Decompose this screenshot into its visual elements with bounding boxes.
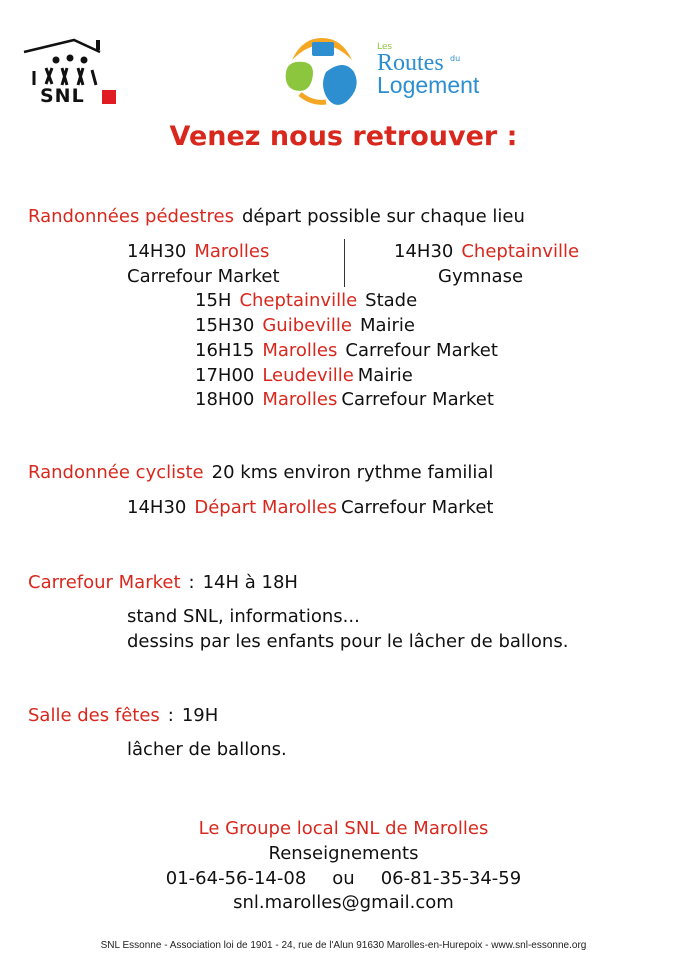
stop-place: Leudeville xyxy=(262,365,354,386)
carrefour-line2: dessins par les enfants pour le lâcher de ballons. xyxy=(127,631,569,652)
stop-place: Cheptainville xyxy=(239,290,358,311)
list-item xyxy=(195,340,498,362)
contact-email: snl.marolles@gmail.com xyxy=(233,892,454,913)
stop-place: Cheptainville xyxy=(461,241,580,262)
routes-logo-line1: Routes xyxy=(377,50,444,76)
stop-place: Marolles xyxy=(262,389,338,410)
carrefour-hours: 14H à 18H xyxy=(202,572,298,593)
carrefour-title: Carrefour Market xyxy=(28,572,181,593)
cycliste-start xyxy=(127,497,493,519)
routes-du-logement-logo xyxy=(282,32,502,112)
carrefour-heading xyxy=(28,572,298,594)
phone-2: 06-81-35-34-59 xyxy=(380,868,522,889)
stop-place: Marolles xyxy=(194,241,270,262)
pedestre-note: départ possible sur chaque lieu xyxy=(241,206,525,227)
headline: Venez nous retrouver : xyxy=(169,121,518,152)
cycliste-heading xyxy=(28,462,493,484)
pedestre-title: Randonnées pédestres xyxy=(28,206,234,227)
salle-line1: lâcher de ballons. xyxy=(127,739,287,760)
snl-logo-square xyxy=(102,90,116,104)
stop-time: 16H15 xyxy=(195,340,255,361)
phone-or: ou xyxy=(332,868,355,889)
carrefour-separator: : xyxy=(188,572,195,593)
list-item xyxy=(195,315,415,337)
contact-group: Le Groupe local SNL de Marolles xyxy=(198,818,489,839)
stop-place: Guibeville xyxy=(262,315,352,336)
list-item xyxy=(195,389,494,411)
snl-logo-text: SNL xyxy=(40,85,85,107)
stop-detail: Carrefour Market xyxy=(341,389,494,410)
routes-logo-du: du xyxy=(450,54,461,63)
stop-detail: Mairie xyxy=(359,315,415,336)
stop-time: 14H30 xyxy=(127,497,187,518)
salle-time: 19H xyxy=(181,705,219,726)
cycliste-title: Randonnée cycliste xyxy=(28,462,204,483)
stop-time: 18H00 xyxy=(195,389,255,410)
salle-title: Salle des fêtes xyxy=(28,705,160,726)
carrefour-line1: stand SNL, informations... xyxy=(127,606,360,627)
salle-separator: : xyxy=(167,705,174,726)
list-item xyxy=(195,365,413,387)
salle-heading xyxy=(28,705,218,727)
stop-detail: Carrefour Market xyxy=(345,340,498,361)
routes-logo-les: Les xyxy=(377,42,393,52)
pedestre-right-detail: Gymnase xyxy=(438,266,524,287)
phone-1: 01-64-56-14-08 xyxy=(165,868,307,889)
stop-place: Marolles xyxy=(262,340,338,361)
stop-time: 14H30 xyxy=(394,241,454,262)
routes-logo-line2: Logement xyxy=(377,72,480,98)
stop-time: 15H xyxy=(195,290,232,311)
list-item xyxy=(195,290,417,312)
stop-time: 15H30 xyxy=(195,315,255,336)
stop-detail: Stade xyxy=(365,290,418,311)
pedestre-heading xyxy=(28,206,525,228)
stop-time: 14H30 xyxy=(127,241,187,262)
stop-time: 17H00 xyxy=(195,365,255,386)
contact-phones xyxy=(0,868,687,890)
contact-info: Renseignements xyxy=(268,843,419,864)
pedestre-left-start xyxy=(127,241,269,263)
stop-detail: Mairie xyxy=(357,365,413,386)
stop-detail: Carrefour Market xyxy=(340,497,494,518)
pedestre-right-start xyxy=(394,241,579,263)
cycliste-note: 20 kms environ rythme familial xyxy=(211,462,494,483)
column-divider xyxy=(344,239,345,287)
stop-place: Départ Marolles xyxy=(194,497,337,518)
footer: SNL Essonne - Association loi de 1901 - 24, rue de l'Alun 91630 Marolles-en-Hurepoix - www.snl-essonne.org xyxy=(100,940,587,951)
snl-logo xyxy=(22,38,122,108)
pedestre-left-detail: Carrefour Market xyxy=(127,266,280,287)
